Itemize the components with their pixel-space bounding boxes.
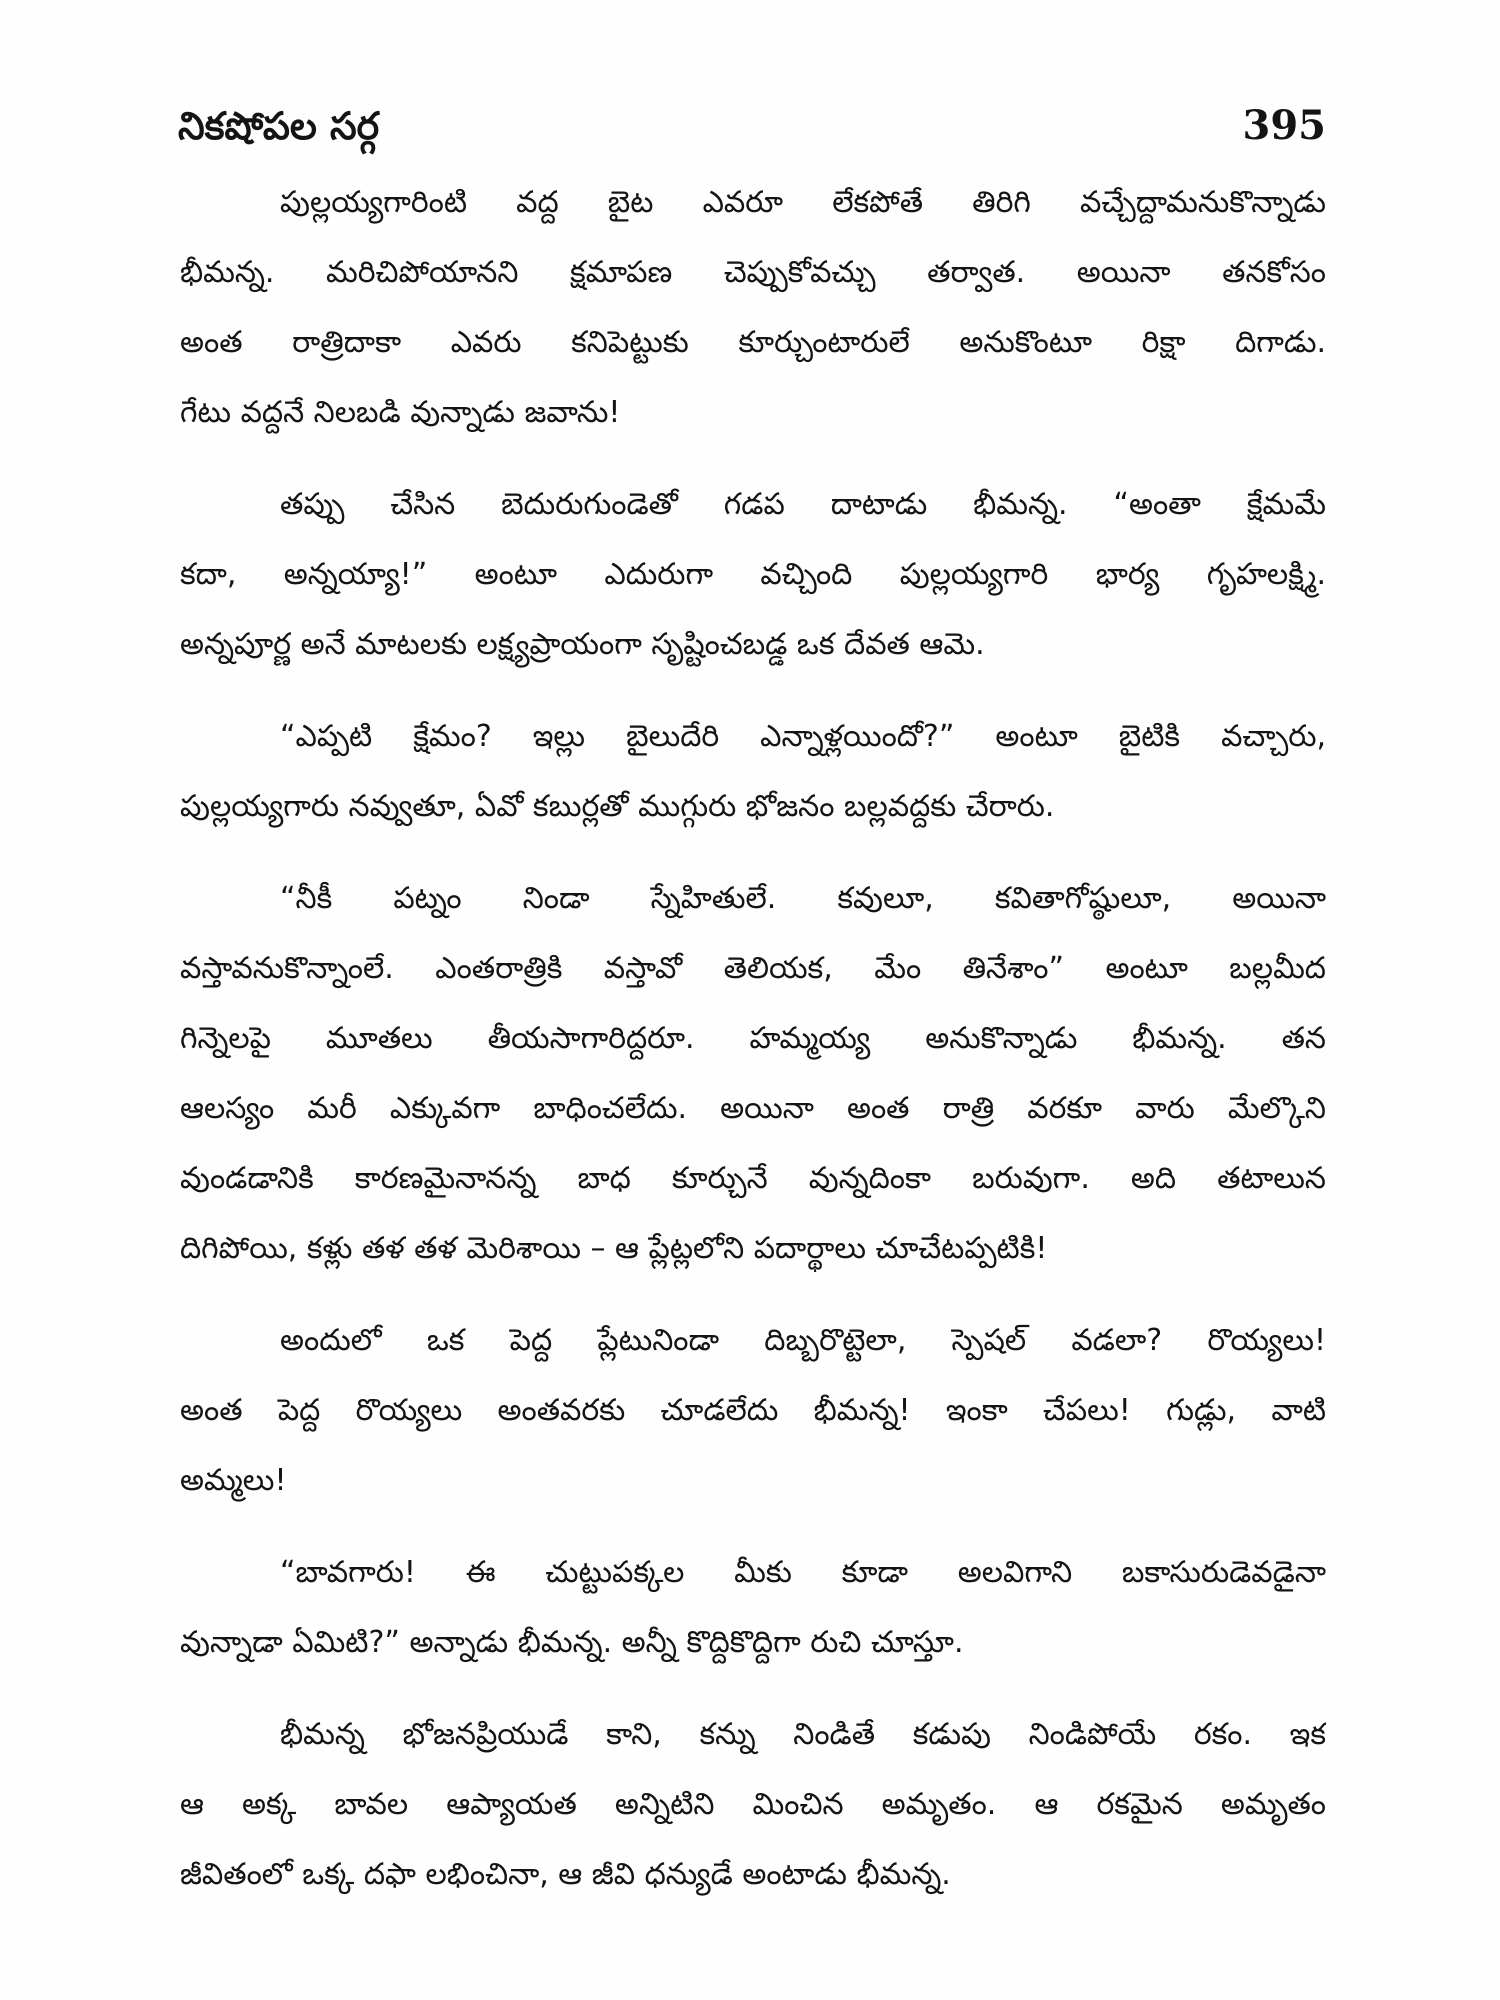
- text-line: ఆలస్యం మరీ ఎక్కువగా బాధించలేదు. అయినా అంత రాత్రి వరకూ వారు మేల్కొని: [180, 1091, 1326, 1126]
- paragraph: [180, 1700, 1326, 1910]
- text-line: అంత రాత్రిదాకా ఎవరు కనిపెట్టుకు కూర్చుంటారులే అనుకొంటూ రిక్షా దిగాడు.: [180, 325, 1326, 360]
- text-line: ఆ అక్క బావల ఆప్యాయత అన్నిటిని మించిన అమృతం. ఆ రకమైన అమృతం: [180, 1787, 1326, 1822]
- text-line: జీవితంలో ఒక్క దఫా లభించినా, ఆ జీవి ధన్యుడే అంటాడు భీమన్న.: [180, 1857, 951, 1892]
- text-line: గేటు వద్దనే నిలబడి వున్నాడు జవాను!: [180, 395, 621, 430]
- text-line: భీమన్న భోజనప్రియుడే కాని, కన్ను నిండితే కడుపు నిండిపోయే రకం. ఇక: [280, 1717, 1326, 1752]
- body-text: [180, 168, 1326, 1932]
- text-line: అమ్మలు!: [180, 1463, 287, 1498]
- text-line: “బావగారు! ఈ చుట్టుపక్కల మీకు కూడా అలవిగాని బకాసురుడెవడైనా: [280, 1555, 1326, 1590]
- text-line: అందులో ఒక పెద్ద ప్లేటునిండా దిబ్బరొట్టెలా, స్పెషల్ వడలా? రొయ్యలు!: [280, 1323, 1326, 1358]
- paragraph: [180, 702, 1326, 842]
- chapter-title: నికషోపల సర్గ: [178, 104, 380, 148]
- paragraph: [180, 1538, 1326, 1678]
- text-line: “నీకీ పట్నం నిండా స్నేహితులే. కవులూ, కవితాగోష్ఠులూ, అయినా: [280, 881, 1326, 916]
- text-line: కదా, అన్నయ్యా!” అంటూ ఎదురుగా వచ్చింది పుల్లయ్యగారి భార్య గృహలక్ష్మి.: [180, 557, 1326, 592]
- text-line: పుల్లయ్యగారింటి వద్ద బైట ఎవరూ లేకపోతే తిరిగి వచ్చేద్దామనుకొన్నాడు: [280, 185, 1326, 220]
- text-line: “ఎప్పటి క్షేమం? ఇల్లు బైలుదేరి ఎన్నాళ్లయిందో?” అంటూ బైటికి వచ్చారు,: [280, 719, 1326, 754]
- page-number: 395: [1242, 102, 1326, 149]
- paragraph: [180, 1306, 1326, 1516]
- text-line: వుండడానికి కారణమైనానన్న బాధ కూర్చునే వున్నదింకా బరువుగా. అది తటాలున: [180, 1161, 1326, 1196]
- text-line: వున్నాడా ఏమిటి?” అన్నాడు భీమన్న. అన్నీ కొద్దికొద్దిగా రుచి చూస్తూ.: [180, 1625, 964, 1660]
- text-line: దిగిపోయి, కళ్లు తళ తళ మెరిశాయి – ఆ ప్లేట్లలోని పదార్థాలు చూచేటప్పటికి!: [180, 1231, 1048, 1266]
- text-line: అంత పెద్ద రొయ్యలు అంతవరకు చూడలేదు భీమన్న! ఇంకా చేపలు! గుడ్లు, వాటి: [180, 1393, 1326, 1428]
- text-line: భీమన్న. మరిచిపోయానని క్షమాపణ చెప్పుకోవచ్చు తర్వాత. అయినా తనకోసం: [180, 255, 1326, 290]
- text-line: పుల్లయ్యగారు నవ్వుతూ, ఏవో కబుర్లతో ముగ్గురు భోజనం బల్లవద్దకు చేరారు.: [180, 789, 1055, 824]
- text-line: తప్పు చేసిన బెదురుగుండెతో గడప దాటాడు భీమన్న. “అంతా క్షేమమే: [280, 487, 1326, 522]
- paragraph: [180, 470, 1326, 680]
- running-header: [178, 98, 1326, 158]
- text-line: అన్నపూర్ణ అనే మాటలకు లక్ష్యప్రాయంగా సృష్టించబడ్డ ఒక దేవత ఆమె.: [180, 627, 985, 662]
- text-line: గిన్నెలపై మూతలు తీయసాగారిద్దరూ. హమ్మయ్య అనుకొన్నాడు భీమన్న. తన: [180, 1021, 1326, 1056]
- paragraph: [180, 864, 1326, 1284]
- text-line: వస్తావనుకొన్నాంలే. ఎంతరాత్రికి వస్తావో తెలియక, మేం తినేశాం” అంటూ బల్లమీద: [180, 951, 1326, 986]
- paragraph: [180, 168, 1326, 448]
